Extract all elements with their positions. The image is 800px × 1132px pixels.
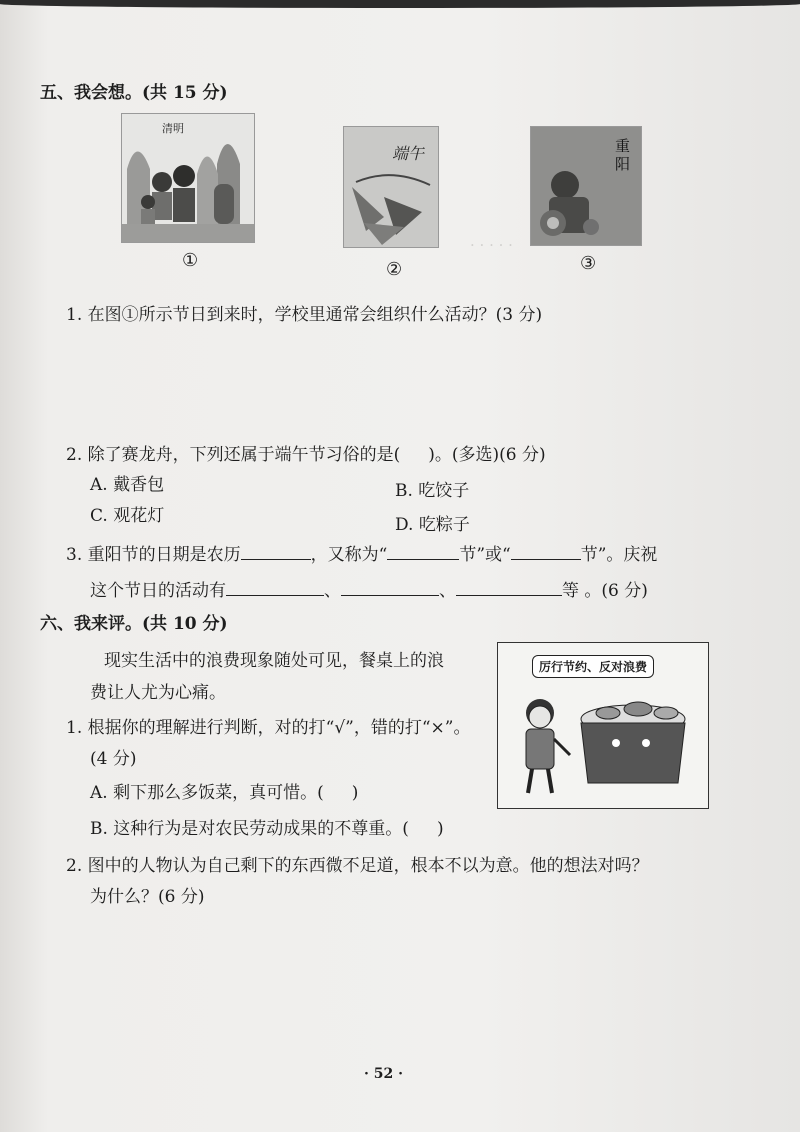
scan-top-edge	[0, 0, 800, 8]
bleed-through: · · · · ·	[470, 236, 513, 254]
s6-q1-a-text: A. 剩下那么多饭菜，真可惜。(	[90, 783, 324, 803]
s5-q2-option-c[interactable]: C. 观花灯	[90, 506, 165, 526]
image3-caption: ③	[580, 253, 597, 274]
qingming-label: 清明	[162, 122, 184, 135]
s5-question-3-line1	[66, 540, 657, 565]
s5-q3-text-f: 等 。(6 分)	[562, 581, 648, 601]
s6-q1-line2: (4 分)	[90, 749, 137, 769]
section5-title: 五、我会想。(共 15 分)	[40, 83, 228, 103]
s5-question-1: 1. 在图①所示节日到来时，学校里通常会组织什么活动？(3 分)	[66, 305, 543, 325]
duanwu-image	[343, 126, 439, 248]
qingming-family-tomb-icon	[122, 114, 254, 242]
waste-cartoon-icon	[498, 643, 705, 805]
s6-q1-a-close: )	[351, 783, 359, 803]
image1-caption: ①	[182, 250, 199, 271]
s6-q1-b-close: )	[436, 819, 444, 839]
s5-q3-blank-activity3[interactable]	[456, 577, 562, 596]
s5-q3-blank-name1[interactable]	[387, 541, 459, 560]
s6-q2-line1: 2. 图中的人物认为自己剩下的东西微不足道，根本不以为意。他的想法对吗？	[66, 856, 649, 876]
s5-q3-text-a: 3. 重阳节的日期是农历	[66, 545, 241, 565]
section6-title: 六、我来评。(共 10 分)	[40, 614, 228, 634]
s5-q3-blank-date[interactable]	[241, 541, 311, 560]
s5-question-2	[66, 440, 546, 465]
s5-q3-sep1: 、	[324, 581, 341, 601]
s5-question-3-line2	[90, 576, 648, 601]
s6-q1-line1: 1. 根据你的理解进行判断，对的打“√”，错的打“×”。	[66, 718, 471, 738]
cartoon-caption: 厉行节约、反对浪费	[532, 655, 654, 678]
s5-q3-blank-activity1[interactable]	[226, 577, 324, 596]
qingming-image	[121, 113, 255, 243]
chongyang-label: 重阳	[615, 137, 631, 173]
image2-caption: ②	[386, 259, 403, 280]
s6-q2-line2: 为什么？(6 分)	[90, 887, 205, 907]
s5-q3-text-c: 节”或“	[459, 545, 511, 565]
s6-q1-statement-a	[90, 778, 358, 803]
s5-q3-text-b: ，又称为“	[310, 545, 388, 565]
s6-q1-b-text: B. 这种行为是对农民劳动成果的不尊重。(	[90, 819, 409, 839]
s5-q2-stem-start: 2. 除了赛龙舟，下列还属于端午节习俗的是(	[66, 445, 401, 465]
s6-passage-line1: 现实生活中的浪费现象随处可见，餐桌上的浪	[104, 651, 444, 671]
s5-q3-blank-name2[interactable]	[511, 541, 581, 560]
chongyang-image	[530, 126, 642, 246]
s6-passage-line2: 费让人尤为心痛。	[90, 683, 226, 703]
s5-q2-option-b[interactable]: B. 吃饺子	[395, 481, 470, 501]
s5-q3-text-e: 这个节日的活动有	[90, 581, 226, 601]
s5-q2-option-d[interactable]: D. 吃粽子	[395, 515, 470, 535]
s6-q1-statement-b	[90, 814, 444, 839]
duanwu-label: 端午	[392, 144, 425, 163]
s5-q3-text-d: 节”。庆祝	[580, 545, 658, 565]
s5-q3-blank-activity2[interactable]	[341, 577, 439, 596]
s5-q3-sep2: 、	[439, 581, 456, 601]
page-number: · 52 ·	[364, 1066, 403, 1082]
s5-q2-option-a[interactable]: A. 戴香包	[90, 475, 165, 495]
s5-q2-stem-end: )。(多选)(6 分)	[428, 445, 546, 465]
cartoon-image	[497, 642, 709, 809]
